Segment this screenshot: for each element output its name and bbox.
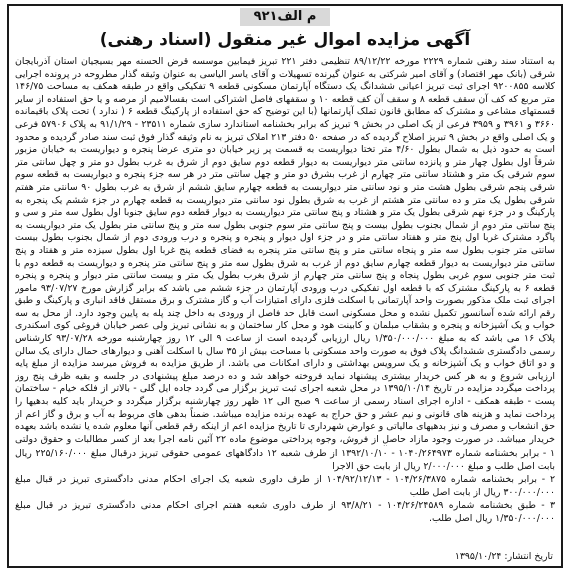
notice-title: آگهی مزایده اموال غیر منقول (اسناد رهنی) <box>99 30 471 50</box>
list-item: ۳ - طبق بخشنامه شماره ۱۰۴/۲۶/۲۴۵۸۹ - ۹۳/۸/۲۱ از طرف داوری شعبه هفتم اجرای احکام مدنی دادگستری تبریز در قبال مبلغ ۱/۳۵۰/۰۰۰/۰۰۰ ریال اصل طلب. <box>15 500 555 524</box>
notice-code: م الف۹۲۱ <box>240 8 331 26</box>
notice-body: به استناد سند رهنی شماره ۲۲۲۹ مورخه ۸۹/۱۲/۲۲ تنظیمی دفتر ۲۲۱ تبریز فیمابین موسسه قرض الحسنه مهر بسیجیان استان آذربایجان شرقی (بانک مهر اقتصاد) و آقای امیر شرکتی به عنوان گیرنده تسهیلات و آقای یاسر الیاسی به عنوان وثیقه گذار مطروحه در پرونده اجرایی کلاسه ۹۲۰۰۸۵۵ اجرای ثبت تبریز اعیانی ششدانگ یک دستگاه آپارتمان مسکونی قطعه ۹ تفکیکی واقع در طبقه همکف به مساحت ۱۴۶/۷۵ متر مربع که کف آن سقف قطعه ۸ و سقف آن کف قطعه ۱۰ و سقفهای فاصل اشتراکی است بقسالامیم از مرصه و یا حق استفاده از سایر قسمتهای مشاعی و مشترک که مطابق قانون تملک آپارتمانها (با این توضیح که حق استفاده از پارکینگ قطعه ۶ ( ندارد ) تحت پلاک باقیمانده ۳۶۶۰ و ۳۹۶۱ و ۳۹۵۹ فرعی از یک اصلی در بخش ۹ تبریز که برابر بخشنامه استاندارد سازی شماره ۲۳۵۱۱ - ۹۱/۱/۲۹ به پلاک ۵۷۹۰۶ فرعی و یک اصلی واقع در بخش ۹ تبریز اصلاح گردیده که در صفحه ۵۰ دفتر ۲۱۳ املاک تبریز به نام وثیقه گذار فوق ثبت سند صادر گردیده و محدود است به حدود ذیل به شمال بطول ۴/۶۰ متر تختا دیواریست به قسمت پر زیر خیابان دو متری عرضا پنجره و دیواریست به خیابان مزبور شرقاً اول بطول چهار متر و پانزده سانتی متر دیواریست به دیوار قطعه دوم سایق دوم از شرق به غرب بطول دو متر و چهل سانتی متر سوم شرقی یک متر و هشتاد سانتی متر چهارم از غرب بشرق دو متر و چهل سانتی متر در هر سه جزء پنجره و دیواریست به قطعه سوم شرقی پنجم شرقی بطول هشت متر و نود سانتی متر دیواریست به قطعه چهارم سایق ششم از شرق به غرب بطول ۹۰ سانتی متر هفتم شرقی بطول یک متر و ده سانتی متر هشتم از غرب به شرق بطول نود سانتی متر دیواریست به قطعه چهارم در جزء ششم یک پنجره به پارکینگ و در جزء نهم شرقی بطول یک متر و هشتاد و پنج سانتی متر دیواریست به دیوار قطعه دوم سایق جنوبا اول بطول سه متر و سی و پنج سانتی متر دوم از شمال بجنوب بطول بیست و پنج سانتی متر سوم جنوبی بطول سه متر و پنج سانتی متر بطول یک متر دیواریست به پاگرد مشترک غربا اول پنج متر و هفتاد سانتی متر و در جزء اول دیوار و پنجره و پنجره و درب ورودی دوم از شمال بجنوب بطول بیست سانتی متر جنوب بطول سه متر و پنجاه سانتی متر و پنج سانتی متر پنجره به فضای قطعه پنج غربا اول بطول سیزده متر و هفتاد و پنج سانتی متر دیواریست به دیوار قطعه چهارم سایق دوم از غرب به شرق بطول سه متر و پنج سانتی متر پنجره و دیواریست به قطعه دوم با ثبت متر جنوبی سوم غربی بطول پنجاه و پنج سانتی متر چهارم از شرق بغرب بطول یک متر و بیست سانتی متر دیوار و پنجره و پنجره قطعه ۶ به پارکینگ مشترک که با قطعه اول تفکیکی درب ورودی آپارتمان در جزء ششم می باشد که برابر گزارش مورخ ۹۳/۰۷/۲۷ مامور اجرای ثبت ملک مذکور بصورت واحد آپارتمانی با اسکلت فلزی دارای امتیازات آب و گاز مشترک و برق مستقل فاقد انباری و پارکینگ و طبق رقم ارائه شده آسانسور تکمیل نشده و محل مسکونی است قابل حد فاصل از ورودی به داخل چند پله به پایین وجود دارد. از محل به سه خواب و یک آشپزخانه و پنجره و بشقاب مبلمان و کابینت هود و محل کار ساختمان و به نشانی تبریز ولی عصر خیابان فروغی کوی اسکندری پلاک ۱۶ می باشد که به مبلغ ۱/۳۵۰/۰۰۰/۰۰۰ ریال ارزیابی گردیده است از ساعت ۹ الی ۱۲ روز چهارشنبه مورخه ۹۳/۰۷/۲۸ کارشناس رسمی دادگستری ششدانگ پلاک فوق به صورت واحد مسکونی با مساحت بیش از ۳۵ سال با اسکلت آهنی و دیوارهای حمال دارای یک سالن و دو اتاق خواب و یک آشپزخانه و یک سرویس بهداشتی و دارای امکانات می باشد. از طریق مزایده به فروش میرسد مزایده از مبلغ پایه ارزیابی شروع و به هر کس خریدار بیشتری پیشنهاد نماید فروخته خواهد شد و ده درصد مبلغ پیشنهادی در جلسه و بقیه ظرف پنج روز پرداخت میگردد مزایده در تاریخ ۱۳۹۵/۱۰/۱۴ در محل شعبه اجرای ثبت تبریز برگزار می گردد جاده ایل گلی - بالاتر از فلکه خیام - ساختمان پست - طبقه همکف - اداره اجرای اسناد رسمی از ساعت ۹ صبح الی ۱۲ ظهر روز چهارشنبه برگزار میگردد و خریدار باید کلیه بدهیها را پرداخت نماید و هزینه های قانونی و نیم عشر و حق حراج به عهده برنده مزایده میباشد. ضمناً بدهی های مربوط به آب و برق و گاز اعم از حق انشعاب و مصرف و نیز بدهیهای مالیاتی و عوارض شهرداری تا تاریخ مزایده اعم از اینکه رقم قطعی آنها معلوم شده یا نشده باشد بعهده خریدار میباشد. در صورت وجود مازاد حاصل از فروش، وجوه پرداختی موضوع ماده ۲۲ آئین نامه اجرا بعد از کسر مطالبات و حقوق دولتی <box>15 56 555 445</box>
publication-date: تاریخ انتشار: ۱۳۹۵/۱۰/۲۴ <box>454 551 553 562</box>
list-item: ۱ - برابر بخشنامه شماره ۱۰۴۰/۲۶۴۹۷۳ - ۱۳۹۲/۱۰/۱۰ از طرف شعبه ۱۲ دادگاههای عمومی حقوقی تبریز درقبال مبلغ ۲۲۵/۱۶۰/۰۰۰ ریال بابت اصل طلب و مبلغ ۲/۰۰۰/۰۰۰ ریال از بابت حق الاجرا <box>15 448 556 472</box>
code-bar <box>9 6 561 28</box>
notice-frame <box>7 4 563 568</box>
list-item: ۲ - برابر بخشنامه شماره ۱۰۴/۲۶/۳۸۷۵ - ۱۰۴/۹۲/۱۲/۱۳ از طرف داوری شعبه یک اجرای احکام مدنی دادگستری تبریز در قبال مبلغ ۳۰۰/۰۰۰/۰۰۰ ریال از بابت اصل طلب <box>15 474 556 498</box>
notice-items <box>15 448 555 527</box>
